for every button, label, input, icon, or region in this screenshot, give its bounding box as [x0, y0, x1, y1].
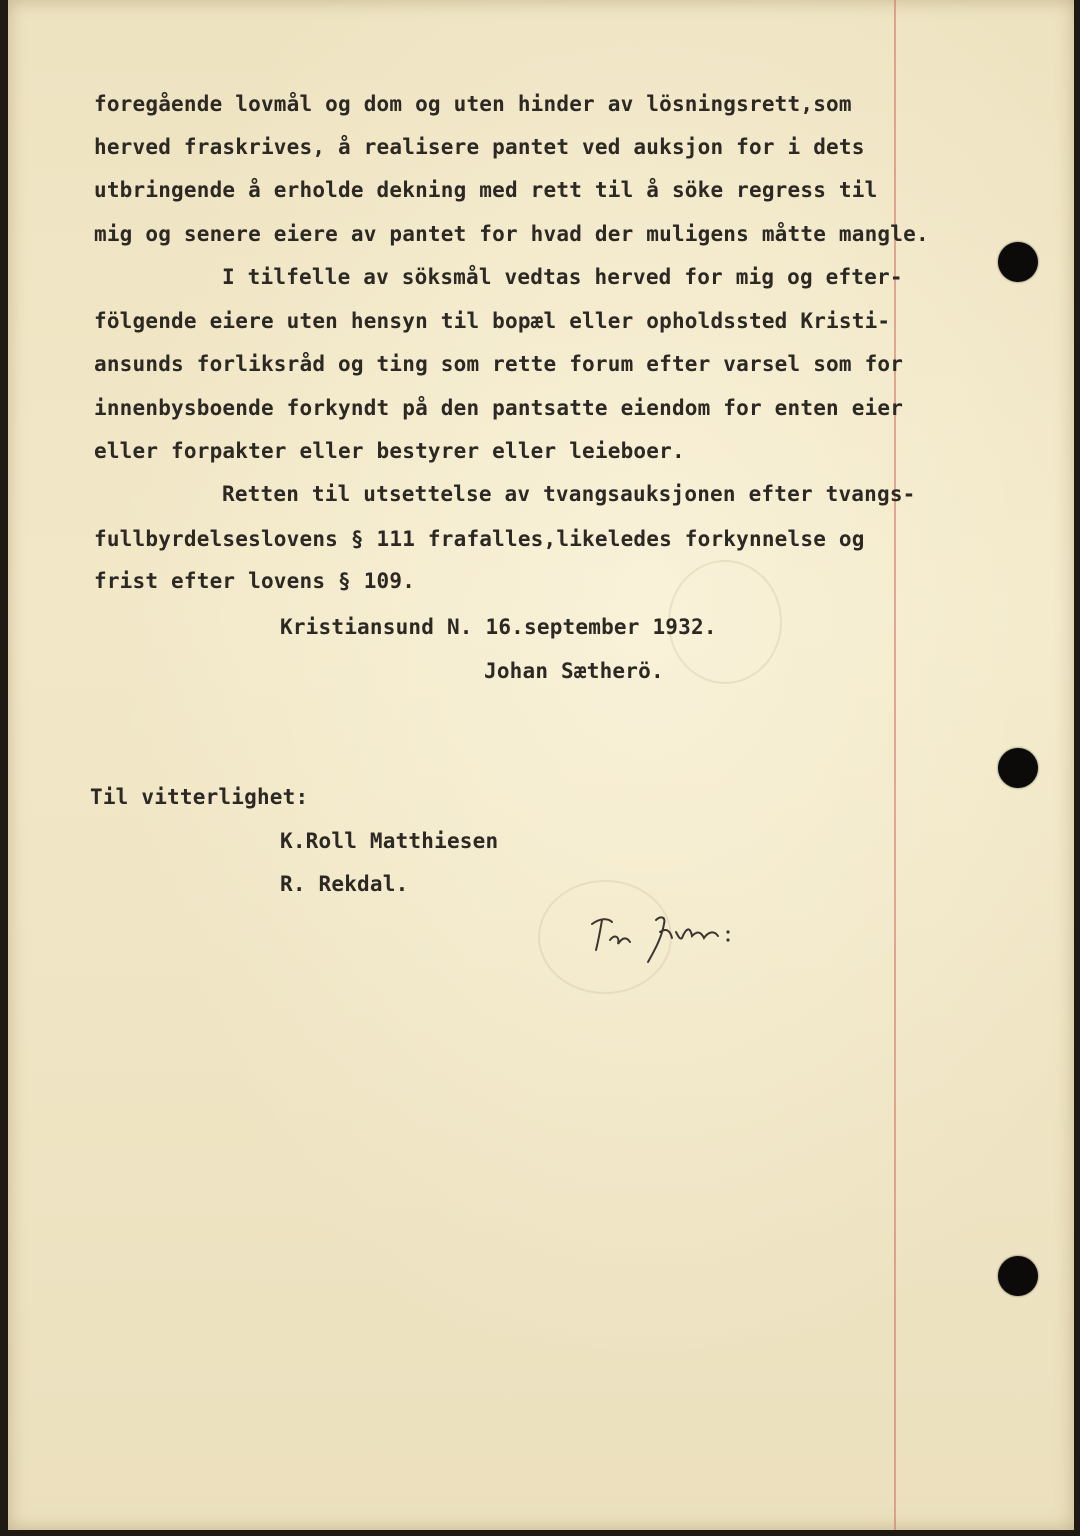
body-line-4: mig og senere eiere av pantet for hvad der muligens måtte mangle. — [94, 222, 929, 246]
witness-1: K.Roll Matthiesen — [280, 829, 499, 853]
body-line-8: innenbysboende forkyndt på den pantsatte eiendom for enten eier — [94, 396, 904, 420]
punch-hole-top — [998, 242, 1038, 282]
body-line-9: eller forpakter eller bestyrer eller leieboer. — [94, 439, 685, 463]
signatory-name: Johan Sætherö. — [484, 659, 664, 683]
punch-hole-bottom — [998, 1256, 1038, 1296]
body-line-6: fölgende eiere uten hensyn til bopæl eller opholdssted Kristi- — [94, 309, 891, 333]
witness-heading: Til vitterlighet: — [90, 785, 309, 809]
body-line-7: ansunds forliksråd og ting som rette forum efter varsel som for — [94, 352, 904, 376]
body-line-11: fullbyrdelseslovens § 111 frafalles,likeledes forkynnelse og — [94, 527, 865, 551]
punch-hole-middle — [998, 748, 1038, 788]
body-line-1: foregående lovmål og dom og uten hinder av lösningsrett,som — [94, 92, 852, 116]
witness-2: R. Rekdal. — [280, 872, 409, 896]
document-page — [8, 0, 1074, 1530]
place-and-date: Kristiansund N. 16.september 1932. — [280, 615, 717, 639]
body-line-12: frist efter lovens § 109. — [94, 569, 416, 593]
body-line-5: I tilfelle av söksmål vedtas herved for mig og efter- — [222, 265, 903, 289]
body-line-2: herved fraskrives, å realisere pantet ved auksjon for i dets — [94, 135, 865, 159]
handwritten-certification-signature — [586, 910, 766, 970]
body-line-3: utbringende å erholde dekning med rett til å söke regress til — [94, 178, 878, 202]
body-line-10: Retten til utsettelse av tvangsauksjonen efter tvangs- — [222, 482, 916, 506]
